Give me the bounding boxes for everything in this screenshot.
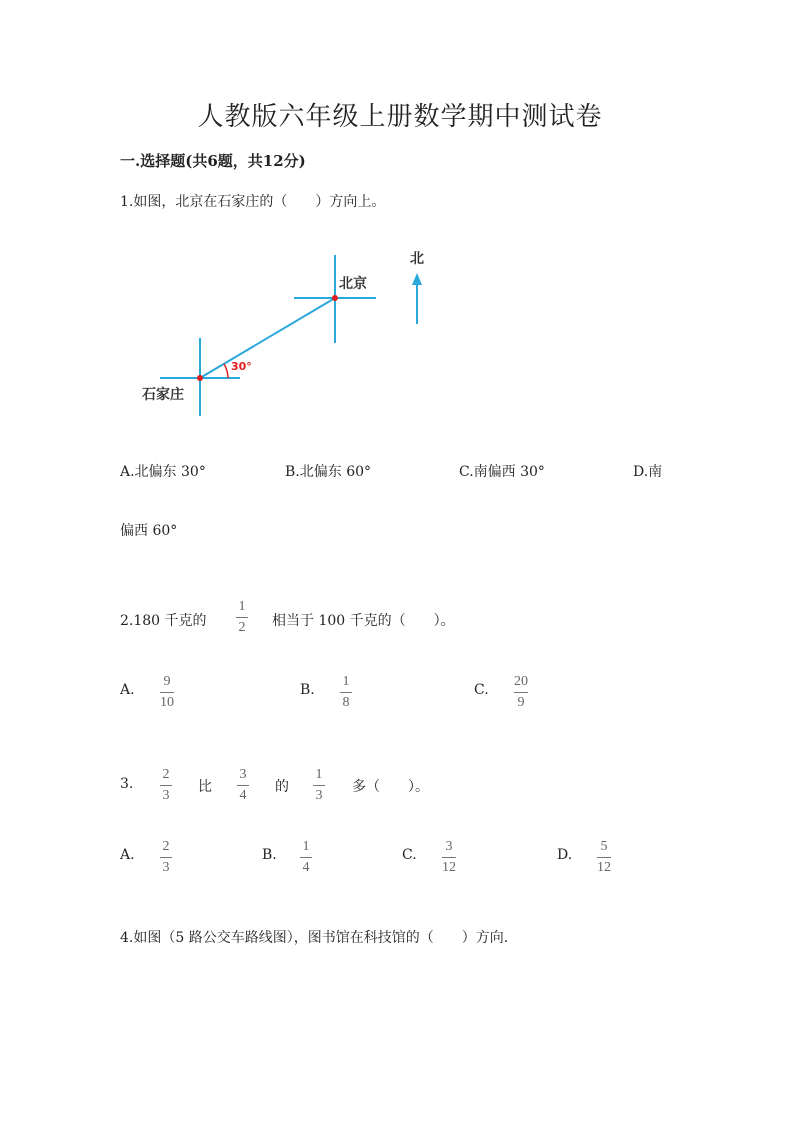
q2-option-b-fraction: [340, 673, 352, 712]
fraction-numerator: 1: [315, 767, 323, 782]
question-3-word-bi: 比: [198, 779, 212, 795]
fraction-numerator: 1: [342, 674, 350, 689]
q1-option-c: C.南偏西 30°: [459, 464, 545, 480]
fraction-denominator: 3: [162, 788, 170, 803]
fraction-denominator: 8: [342, 695, 350, 710]
q1-option-d: D.南: [633, 464, 663, 480]
q2-option-a-letter: A.: [120, 682, 135, 698]
fraction-denominator: 2: [238, 620, 246, 635]
fraction-denominator: 3: [162, 860, 170, 875]
beijing-point: [332, 295, 338, 301]
question-3-fraction-2: [237, 766, 249, 805]
question-3-fraction-1: [160, 766, 172, 805]
fraction-numerator: 20: [514, 674, 528, 689]
question-2-stem-suffix: 相当于 100 千克的（ ）。: [272, 613, 455, 629]
q1-option-d-continued: 偏西 60°: [120, 523, 178, 539]
q3-option-a-letter: A.: [120, 847, 135, 863]
section-heading: 一.选择题(共6题，共12分): [120, 152, 306, 170]
question-3-fraction-3: [313, 766, 325, 805]
q1-option-b: B.北偏东 60°: [285, 464, 372, 480]
question-3-word-de: 的: [275, 779, 289, 795]
fraction-numerator: 5: [600, 839, 608, 854]
question-3-number: 3.: [120, 776, 134, 792]
q3-option-c-fraction: [442, 838, 456, 877]
fraction-denominator: 4: [302, 860, 310, 875]
question-1-stem: 1.如图，北京在石家庄的（ ）方向上。: [120, 194, 386, 210]
q1-option-a: A.北偏东 30°: [120, 464, 206, 480]
q3-option-b-fraction: [300, 838, 312, 877]
fraction-numerator: 1: [238, 599, 246, 614]
fraction-denominator: 12: [597, 860, 611, 875]
fraction-denominator: 4: [239, 788, 247, 803]
angle-arc: [224, 364, 228, 378]
q2-option-b-letter: B.: [300, 682, 315, 698]
shijiazhuang-label: 石家庄: [142, 387, 184, 403]
fraction-numerator: 2: [162, 839, 170, 854]
fraction-denominator: 12: [442, 860, 456, 875]
angle-label: 30°: [231, 360, 252, 373]
fraction-denominator: 9: [517, 695, 525, 710]
question-2-fraction: [236, 598, 248, 637]
fraction-numerator: 3: [445, 839, 453, 854]
route-line: [200, 298, 335, 378]
beijing-label: 北京: [339, 276, 367, 292]
fraction-numerator: 9: [163, 674, 171, 689]
fraction-denominator: 3: [315, 788, 323, 803]
q3-option-d-fraction: [597, 838, 611, 877]
shijiazhuang-point: [197, 375, 203, 381]
question-3-tail: 多（ ）。: [352, 779, 429, 795]
q2-option-a-fraction: [160, 673, 174, 712]
fraction-numerator: 1: [302, 839, 310, 854]
fraction-denominator: 10: [160, 695, 174, 710]
north-label: 北: [410, 251, 424, 267]
fraction-numerator: 3: [239, 767, 247, 782]
q3-option-a-fraction: [160, 838, 172, 877]
question-2-stem-prefix: 2.180 千克的: [120, 613, 207, 629]
question-4-stem: 4.如图（5 路公交车路线图），图书馆在科技馆的（ ）方向.: [120, 930, 509, 946]
q3-option-d-letter: D.: [557, 847, 573, 863]
q3-option-b-letter: B.: [262, 847, 277, 863]
q3-option-c-letter: C.: [402, 847, 417, 863]
north-arrow-icon: [412, 273, 422, 285]
q2-option-c-letter: C.: [474, 682, 489, 698]
q2-option-c-fraction: [514, 673, 528, 712]
fraction-numerator: 2: [162, 767, 170, 782]
page-title: 人教版六年级上册数学期中测试卷: [197, 102, 603, 132]
